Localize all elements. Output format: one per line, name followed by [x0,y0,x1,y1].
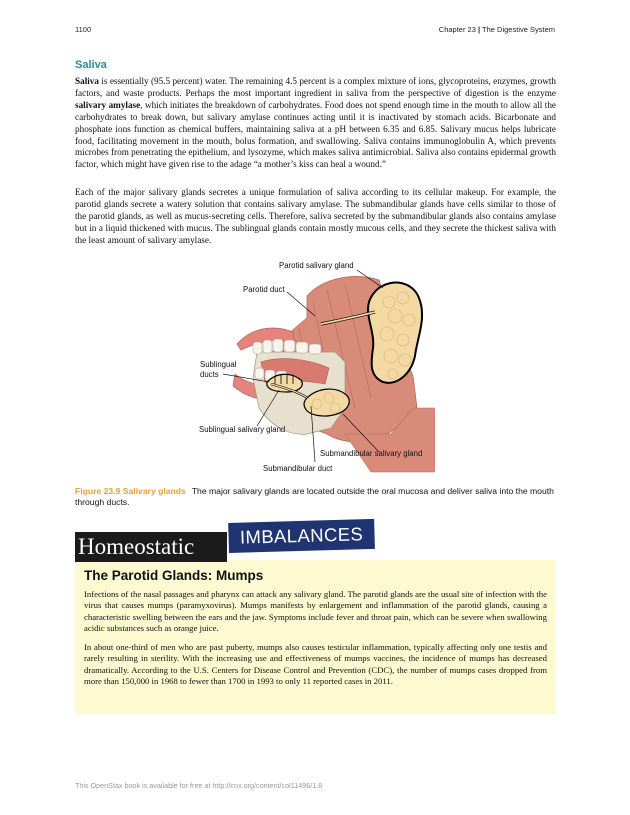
label-parotid-duct: Parotid duct [243,285,285,294]
homeostatic-imbalances-box [75,560,556,714]
page-number: 1100 [75,25,92,34]
homeostatic-banner: Homeostatic [75,532,227,562]
label-parotid-gland: Parotid salivary gland [279,261,354,270]
paragraph-text: , which initiates the breakdown of carbohydrates. Food does not spend enough time in the mouth to allow all the carbohydrates to break down, but salivary amylase continues acting until it is inactivated by stomach acids. Bicarbonate and phosphate ions function as chemical buffers, maintaining saliva at a pH between 6.35 and 6.85. Salivary mucus helps lubricate food, facilitating movement in the mouth, bolus formation, and swallowing. Saliva contains immunoglobulin A, which prevents microbes from penetrating the epithelium, and lysozyme, which makes saliva antimicrobial. Saliva also contains epidermal growth factor, which might have given rise to the adage “a mother’s kiss can heal a wound.” [75,99,556,170]
glands-paragraph: Each of the major salivary glands secretes a unique formulation of saliva according to its cellular makeup. For example, the parotid glands secrete a watery solution that contains salivary amylase. The submandibular glands have cells similar to those of the parotid glands, as well as mucus-secreting cells. Therefore, saliva secreted by the submandibular glands also contains amylase but in a liquid thickened with mucus. The sublingual glands contain mostly mucous cells, and they secrete the thickest saliva with the least amount of salivary amylase. [75,187,556,245]
figure-caption-label: Figure 23.9 Salivary glands [75,486,186,496]
page-footer: This OpenStax book is available for free at http://cnx.org/content/col11496/1.8 [75,781,323,790]
header-separator: | [477,25,481,34]
chapter-number: Chapter 23 [438,25,476,34]
chapter-title: The Digestive System [482,25,555,34]
term-saliva: Saliva [75,76,99,86]
label-sublingual-ducts-line1: Sublingual [200,360,237,369]
running-head [439,25,555,34]
mumps-paragraph-2: In about one-third of men who are past puberty, mumps also causes testicular inflammation, typically affecting only one testis and rarely resulting in sterility. With the increasing use and effectiveness of mumps vaccines, the incidence of mumps has decreased dramatically. According to the U.S. Centers for Disease Control and Prevention (CDC), the number of mumps cases dropped from more than 150,000 in 1968 to fewer than 1700 in 1993 to only 11 reported cases in 2011. [84,642,547,686]
salivary-glands-figure [195,258,435,478]
section-title: Saliva [75,59,107,71]
imbalances-banner: IMBALANCES [228,519,375,553]
label-sublingual-ducts-line2: ducts [200,370,219,379]
paragraph-text: is essentially (95.5 percent) water. The remaining 4.5 percent is a complex mixture of ions, glycoproteins, enzymes, growth factors, and waste products. Perhaps the most important ingredient in saliva from the perspective of digestion is the enzyme [75,76,556,98]
label-submandibular-gland: Submandibular salivary gland [320,449,423,458]
mumps-paragraph-1: Infections of the nasal passages and pharynx can attack any salivary gland. The parotid glands are the usual site of infection with the virus that causes mumps (paramyxovirus). Mumps manifests by enlargement and inflammation of the parotid glands, causing a characteristic swelling between the ears and the jaw. Symptoms include fever and throat pain, which can be severe when swallowing acidic substances such as orange juice. [84,589,547,633]
saliva-paragraph [75,76,556,171]
label-submandibular-duct: Submandibular duct [263,464,333,473]
figure-caption [75,486,556,508]
label-sublingual-gland: Sublingual salivary gland [199,425,286,434]
parotid-gland [368,283,422,383]
feature-title: The Parotid Glands: Mumps [84,568,264,583]
term-salivary-amylase: salivary amylase [75,99,141,110]
figure-caption-text: The major salivary glands are located outside the oral mucosa and deliver saliva into the mouth through ducts. [75,486,554,508]
